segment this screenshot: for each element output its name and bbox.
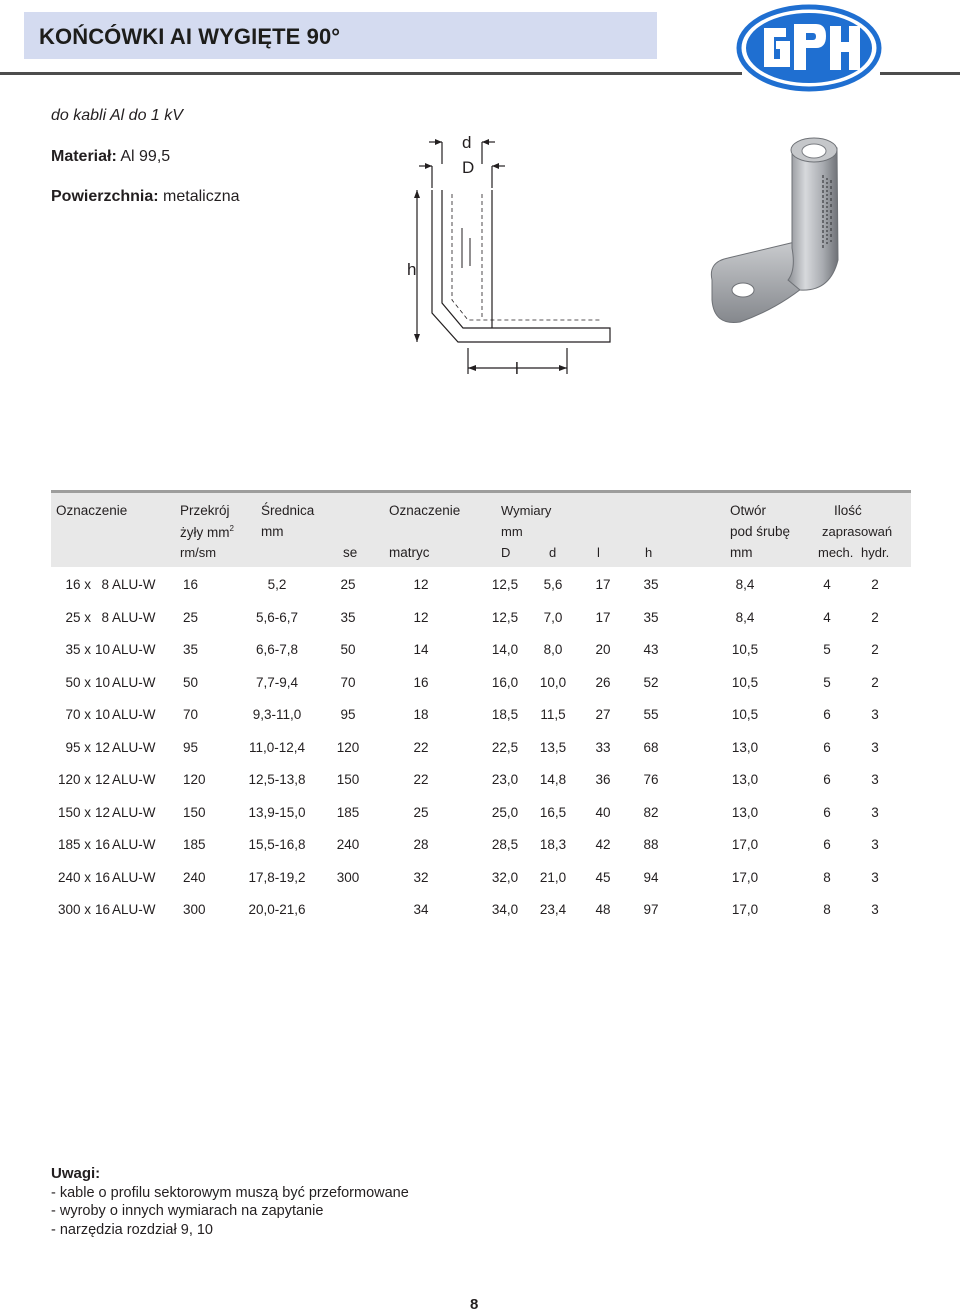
cell-l: 48: [595, 902, 611, 917]
cell-se: 120: [336, 739, 360, 755]
cell-matryc: 16: [413, 674, 429, 690]
col-przekroj: Przekrój: [180, 503, 230, 518]
cell-D: 32,0: [491, 869, 519, 885]
surface-value: metaliczna: [163, 188, 240, 205]
cell-D: 14,0: [491, 642, 519, 657]
cell-se: 50: [340, 642, 356, 657]
cell-mech: 5: [823, 674, 831, 690]
note-item: - wyroby o innych wymiarach na zapytanie: [51, 1203, 324, 1219]
col-oznaczenie: Oznaczenie: [56, 503, 128, 518]
cell-matryc: 32: [413, 869, 429, 885]
gph-logo: [736, 4, 882, 92]
cell-h: 76: [643, 772, 659, 787]
cell-oz-a: 185 x: [57, 837, 91, 852]
cell-hydr: 2: [871, 674, 879, 690]
cell-d: 13,5: [539, 739, 567, 755]
cell-przekroj: 150: [183, 804, 206, 820]
col-przekroj-sub2: rm/sm: [180, 545, 217, 560]
cell-matryc: 22: [413, 772, 429, 787]
surface-line: [51, 188, 240, 206]
cell-d: 21,0: [539, 869, 567, 885]
cell-mech: 8: [823, 869, 831, 885]
cell-l: 26: [595, 674, 611, 690]
label-D: D: [462, 158, 475, 177]
cell-oz-b: 16: [95, 837, 111, 852]
material-line: [51, 148, 170, 166]
cell-przekroj: 240: [183, 869, 206, 885]
cell-d: 11,5: [540, 707, 566, 722]
cell-srednica: 11,0-12,4: [248, 739, 306, 755]
col-wymiary-sub: mm: [501, 524, 523, 539]
cell-d: 18,3: [539, 837, 567, 852]
cell-hydr: 3: [871, 902, 879, 917]
cell-D: 22,5: [491, 739, 519, 755]
cell-przekroj: 95: [183, 739, 199, 755]
cell-d: 7,0: [543, 609, 563, 625]
col-otwor-sub: pod śrubę: [730, 524, 791, 539]
col-D: D: [501, 545, 511, 560]
cell-d: 14,8: [539, 772, 567, 787]
cell-otwor: 13,0: [731, 739, 759, 755]
cell-oz-b: 8: [101, 577, 109, 592]
surface-label: Powierzchnia:: [51, 188, 159, 205]
cell-mech: 8: [823, 902, 831, 917]
cell-przekroj: 300: [183, 902, 206, 917]
note-item: - narzędzia rozdział 9, 10: [51, 1221, 213, 1238]
label-l: l: [515, 359, 519, 378]
col-l: l: [597, 545, 600, 560]
table-row: [51, 707, 911, 729]
cell-D: 12,5: [491, 577, 519, 592]
cell-hydr: 3: [871, 739, 879, 755]
cell-otwor: 10,5: [731, 707, 759, 722]
col-otwor-sub2: mm: [730, 545, 753, 560]
cell-srednica: 5,6-6,7: [255, 609, 299, 625]
page-number: 8: [470, 1296, 479, 1311]
cell-hydr: 2: [871, 609, 879, 625]
cell-l: 17: [595, 577, 611, 592]
cell-oz-b: 12: [95, 804, 111, 820]
cell-mech: 4: [823, 577, 831, 592]
cell-h: 43: [643, 642, 659, 657]
cell-mech: 5: [823, 642, 831, 657]
cell-mech: 6: [823, 772, 831, 787]
col-h: h: [645, 545, 653, 560]
cell-oz-c: ALU-W: [112, 609, 156, 625]
cell-oz-c: ALU-W: [112, 707, 156, 722]
cell-srednica: 17,8-19,2: [248, 869, 306, 885]
cell-l: 33: [595, 739, 611, 755]
header-divider-left: [0, 72, 742, 75]
subtitle: do kabli Al do 1 kV: [51, 107, 183, 124]
cell-h: 88: [643, 837, 659, 852]
material-label: Materiał:: [51, 148, 117, 165]
cell-oz-a: 120 x: [57, 772, 91, 787]
cell-matryc: 34: [413, 902, 429, 917]
cell-D: 28,5: [491, 837, 519, 852]
cell-otwor: 17,0: [731, 869, 759, 885]
cell-otwor: 8,4: [735, 577, 755, 592]
cell-przekroj: 25: [183, 609, 199, 625]
table-header: [51, 493, 911, 567]
table-row: [51, 870, 911, 892]
cell-matryc: 25: [413, 804, 429, 820]
cell-przekroj: 70: [183, 707, 199, 722]
cell-mech: 6: [823, 837, 831, 852]
cell-mech: 4: [823, 609, 831, 625]
cell-l: 36: [595, 772, 611, 787]
table-row: [51, 837, 911, 859]
cell-otwor: 17,0: [731, 837, 759, 852]
col-srednica-sub: mm: [261, 524, 284, 539]
cell-srednica: 5,2: [267, 577, 287, 592]
cell-l: 20: [595, 642, 611, 657]
cell-srednica: 7,7-9,4: [255, 674, 299, 690]
cell-matryc: 22: [413, 739, 429, 755]
cell-matryc: 18: [413, 707, 429, 722]
cell-d: 10,0: [539, 674, 567, 690]
label-h: h: [407, 260, 417, 279]
cell-matryc: 28: [413, 837, 429, 852]
table-row: [51, 805, 911, 827]
table-row: [51, 902, 911, 924]
table-row: [51, 642, 911, 664]
cell-otwor: 17,0: [731, 902, 759, 917]
cell-oz-c: ALU-W: [112, 837, 156, 852]
page-title: KOŃCÓWKI AI WYGIĘTE 90°: [39, 24, 341, 49]
cell-srednica: 12,5-13,8: [248, 772, 306, 787]
cell-oz-a: 16 x: [65, 577, 91, 592]
cell-d: 16,5: [539, 804, 567, 820]
cell-srednica: 13,9-15,0: [248, 804, 306, 820]
col-se: se: [343, 545, 358, 560]
cell-oz-a: 50 x: [65, 674, 91, 690]
col-ilosc-sub: zaprasowań: [822, 524, 893, 539]
cell-d: 5,6: [543, 577, 563, 592]
col-d: d: [549, 545, 557, 560]
cell-otwor: 10,5: [731, 674, 759, 690]
cell-h: 35: [643, 609, 659, 625]
cell-se: 95: [340, 707, 356, 722]
cell-srednica: 6,6-7,8: [255, 642, 299, 657]
cell-hydr: 2: [871, 577, 879, 592]
table-row: [51, 740, 911, 762]
cell-hydr: 3: [871, 869, 879, 885]
table-row: [51, 772, 911, 794]
product-photo: [700, 130, 870, 340]
cell-otwor: 10,5: [731, 642, 759, 657]
cell-hydr: 3: [871, 837, 879, 852]
cell-h: 68: [643, 739, 659, 755]
table-row: [51, 577, 911, 599]
cell-l: 27: [595, 707, 611, 722]
cell-oz-b: 8: [101, 609, 109, 625]
col-mech: mech.: [818, 545, 854, 560]
cell-oz-a: 240 x: [57, 869, 91, 885]
cell-h: 97: [643, 902, 659, 917]
cell-oz-a: 70 x: [65, 707, 91, 722]
note-item: - kable o profilu sektorowym muszą być przeformowane: [51, 1184, 409, 1201]
table-row: [51, 675, 911, 697]
cell-oz-a: 35 x: [65, 642, 91, 657]
cell-matryc: 14: [413, 642, 429, 657]
cell-h: 94: [643, 869, 659, 885]
cell-przekroj: 185: [183, 837, 206, 852]
material-value: Al 99,5: [120, 148, 171, 165]
cell-przekroj: 35: [183, 642, 199, 657]
cell-hydr: 3: [871, 804, 879, 820]
cell-oz-c: ALU-W: [112, 869, 156, 885]
header-divider-right: [880, 72, 960, 75]
cell-h: 55: [643, 707, 659, 722]
cell-mech: 6: [823, 804, 831, 820]
cell-oz-c: ALU-W: [112, 642, 156, 657]
cell-l: 40: [595, 804, 611, 820]
col-otwor: Otwór: [730, 503, 767, 518]
cell-oz-c: ALU-W: [112, 674, 156, 690]
notes: [51, 1165, 409, 1239]
cell-se: 185: [336, 804, 360, 820]
cell-oz-a: 25 x: [65, 609, 91, 625]
cell-oz-b: 16: [95, 869, 111, 885]
col-przekroj-sub: żyły $mm^2$: [180, 524, 234, 540]
cell-oz-b: 12: [95, 739, 111, 755]
cell-D: 18,5: [491, 707, 519, 722]
cell-h: 82: [643, 804, 659, 820]
cell-przekroj: 16: [183, 577, 199, 592]
cell-se: 150: [336, 772, 360, 787]
cell-se: 70: [340, 674, 356, 690]
cell-h: 35: [643, 577, 659, 592]
cell-se: 25: [340, 577, 356, 592]
label-d: d: [462, 133, 472, 152]
notes-title: Uwagi:: [51, 1165, 101, 1182]
cell-srednica: 9,3-11,0: [252, 707, 302, 722]
cell-oz-b: 10: [95, 707, 111, 722]
cell-mech: 6: [823, 707, 831, 722]
cell-srednica: 20,0-21,6: [248, 902, 306, 917]
cell-D: 16,0: [491, 674, 519, 690]
cell-oz-c: ALU-W: [112, 772, 156, 787]
cell-hydr: 2: [871, 642, 879, 657]
cell-h: 52: [643, 674, 659, 690]
cell-se: 240: [336, 837, 360, 852]
cell-se: 35: [340, 609, 356, 625]
cell-oz-c: ALU-W: [112, 902, 156, 917]
cell-oz-b: 10: [95, 674, 111, 690]
cell-matryc: 12: [413, 577, 429, 592]
cell-se: 300: [336, 869, 360, 885]
table-row: [51, 610, 911, 632]
cell-przekroj: 120: [183, 772, 206, 787]
cell-srednica: 15,5-16,8: [248, 837, 306, 852]
col-matryc: matryc: [389, 545, 430, 560]
cell-oz-a: 300 x: [57, 902, 91, 917]
cell-D: 23,0: [491, 772, 519, 787]
cell-oz-a: 95 x: [65, 739, 91, 755]
col-ilosc: Ilość: [834, 503, 862, 518]
cell-oz-b: 16: [95, 902, 111, 917]
col-hydr: hydr.: [861, 545, 890, 560]
cell-mech: 6: [823, 739, 831, 755]
col-oznaczenie-matryc: Oznaczenie: [389, 503, 461, 518]
cell-przekroj: 50: [183, 674, 199, 690]
cell-oz-c: ALU-W: [112, 577, 156, 592]
col-srednica: Średnica: [261, 503, 315, 518]
technical-drawing: [405, 128, 620, 378]
cell-l: 17: [595, 609, 611, 625]
col-wymiary: Wymiary: [501, 503, 552, 518]
cell-D: 12,5: [491, 609, 519, 625]
cell-oz-b: 10: [95, 642, 111, 657]
cell-l: 45: [595, 869, 611, 885]
cell-hydr: 3: [871, 772, 879, 787]
cell-hydr: 3: [871, 707, 879, 722]
cell-oz-c: ALU-W: [112, 804, 156, 820]
cell-oz-c: ALU-W: [112, 739, 156, 755]
cell-d: 23,4: [539, 902, 567, 917]
cell-matryc: 12: [413, 609, 429, 625]
cell-otwor: 13,0: [731, 772, 759, 787]
cell-otwor: 13,0: [731, 804, 759, 820]
cell-oz-b: 12: [95, 772, 111, 787]
cell-D: 25,0: [491, 804, 519, 820]
cell-oz-a: 150 x: [57, 804, 91, 820]
cell-d: 8,0: [543, 642, 563, 657]
cell-l: 42: [595, 837, 611, 852]
cell-otwor: 8,4: [735, 609, 755, 625]
cell-D: 34,0: [491, 902, 519, 917]
